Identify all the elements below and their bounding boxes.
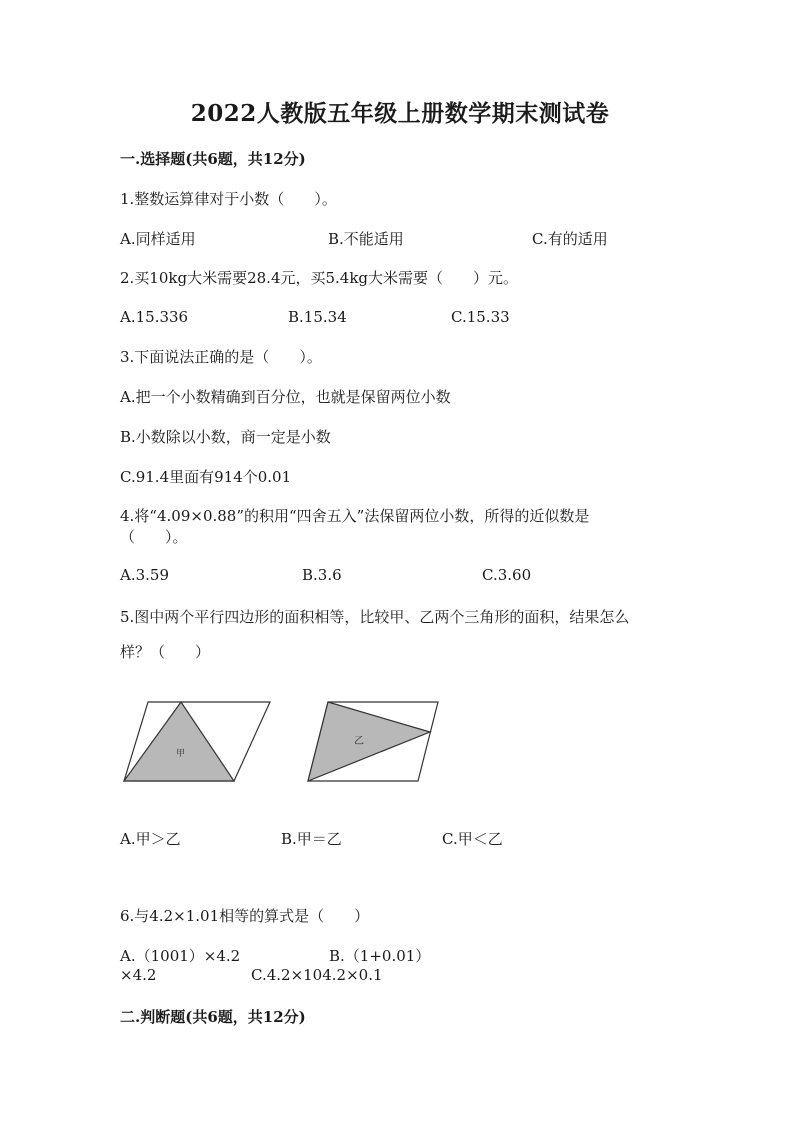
q1-option-b: B.不能适用 (328, 230, 404, 248)
q6-option-c: C.4.2×104.2×0.1 (251, 966, 383, 984)
q3-option-b: B.小数除以小数，商一定是小数 (120, 428, 331, 446)
q6-option-a: A.（1001）×4.2 (120, 947, 241, 965)
question-5-line-1: 5.图中两个平行四边形的面积相等，比较甲、乙两个三角形的面积，结果怎么 (120, 608, 630, 626)
q5-option-b: B.甲＝乙 (281, 830, 342, 848)
q2-option-a: A.15.336 (120, 308, 189, 326)
q2-option-b: B.15.34 (288, 308, 347, 326)
label-jia: 甲 (176, 749, 186, 759)
question-5-line-2: 样？（ ） (120, 643, 211, 661)
q6-option-b: B.（1+0.01） (329, 947, 431, 965)
q4-option-b: B.3.6 (302, 566, 342, 584)
q5-option-a: A.甲＞乙 (120, 830, 181, 848)
q3-option-a: A.把一个小数精确到百分位，也就是保留两位小数 (120, 388, 451, 406)
question-1: 1.整数运算律对于小数（ ）。 (120, 190, 337, 208)
triangle-yi (308, 702, 430, 781)
section-heading-judgement: 二.判断题(共6题，共12分) (120, 1008, 306, 1026)
question-6: 6.与4.2×1.01相等的算式是（ ） (120, 907, 370, 925)
q4-option-c: C.3.60 (482, 566, 532, 584)
q6-option-b-cont: ×4.2 (120, 966, 157, 984)
q4-option-a: A.3.59 (120, 566, 169, 584)
q2-option-c: C.15.33 (451, 308, 510, 326)
triangle-jia (124, 702, 234, 781)
parallelogram-figures (118, 694, 458, 794)
question-4-line-1: 4.将“4.09×0.88”的积用“四舍五入”法保留两位小数，所得的近似数是 (120, 507, 590, 525)
q3-option-c: C.91.4里面有914个0.01 (120, 468, 292, 486)
question-2: 2.买10kg大米需要28.4元，买5.4kg大米需要（ ）元。 (120, 269, 519, 287)
q5-option-c: C.甲＜乙 (442, 830, 503, 848)
q1-option-c: C.有的适用 (532, 230, 608, 248)
question-4-line-2: （ ）。 (120, 528, 188, 546)
label-yi: 乙 (354, 736, 364, 747)
question-3: 3.下面说法正确的是（ ）。 (120, 348, 322, 366)
section-heading-choice: 一.选择题(共6题，共12分) (120, 150, 306, 168)
page-title: 2022人教版五年级上册数学期末测试卷 (190, 100, 610, 127)
q1-option-a: A.同样适用 (120, 230, 196, 248)
